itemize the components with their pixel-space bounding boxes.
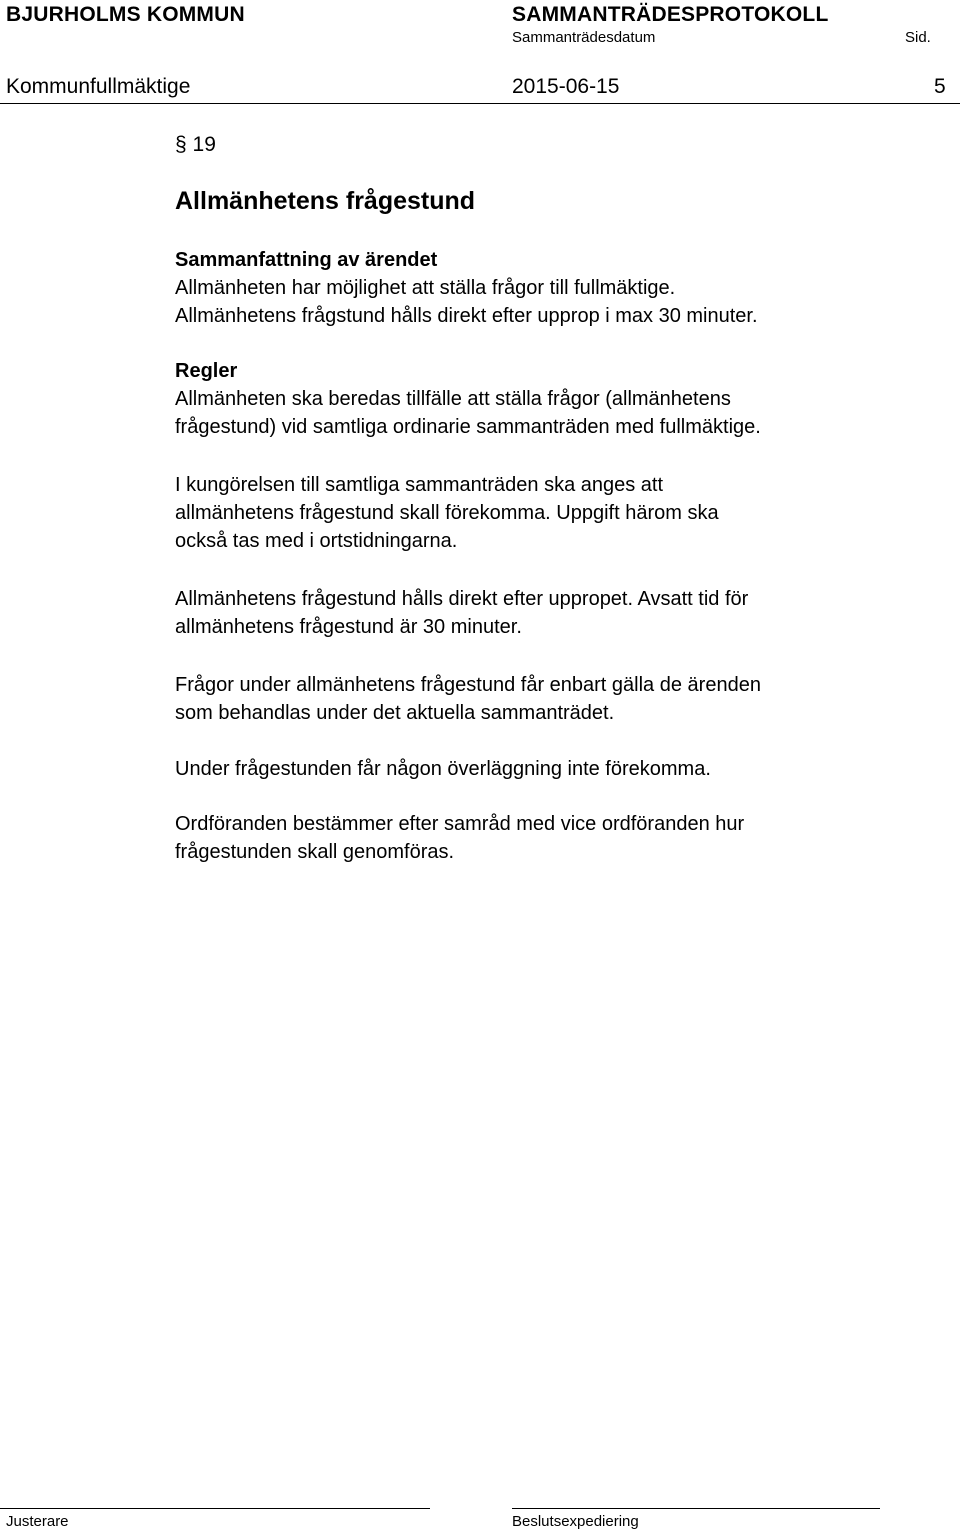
paragraph-line: Under frågestunden får någon överläggning inte förekomma. — [175, 758, 711, 780]
header-divider — [0, 103, 960, 104]
rules-line: frågestund) vid samtliga ordinarie sammanträden med fullmäktige. — [175, 416, 761, 438]
body-paragraph — [175, 755, 935, 783]
paragraph-line: frågestunden skall genomföras. — [175, 841, 455, 863]
governing-body: Kommunfullmäktige — [6, 75, 191, 98]
paragraph-line: som behandlas under det aktuella sammanträdet. — [175, 702, 615, 724]
paragraph-line: allmänhetens frågestund är 30 minuter. — [175, 616, 522, 638]
paragraph-line: Ordföranden bestämmer efter samråd med vice ordföranden hur — [175, 813, 745, 835]
summary-heading: Sammanfattning av ärendet — [175, 249, 438, 271]
organization-name: BJURHOLMS KOMMUN — [6, 3, 245, 26]
footer-justerare-label: Justerare — [6, 1513, 69, 1530]
body-paragraph — [175, 671, 935, 727]
item-title: Allmänhetens frågestund — [175, 187, 476, 215]
paragraph-line: Allmänhetens frågestund hålls direkt efter uppropet. Avsatt tid för — [175, 588, 749, 610]
rules-section — [175, 357, 935, 441]
paragraph-line: också tas med i ortstidningarna. — [175, 530, 458, 552]
page-number: 5 — [934, 75, 946, 98]
meeting-date-label: Sammanträdesdatum — [512, 29, 656, 46]
paragraph-line: Frågor under allmänhetens frågestund får enbart gälla de ärenden — [175, 674, 761, 696]
rules-heading: Regler — [175, 360, 238, 382]
body-paragraph — [175, 585, 935, 641]
meeting-date: 2015-06-15 — [512, 75, 620, 98]
footer-divider-left — [0, 1508, 430, 1509]
paragraph-line: I kungörelsen till samtliga sammanträden ska anges att — [175, 474, 664, 496]
footer-beslutsexpediering-label: Beslutsexpediering — [512, 1513, 639, 1530]
document-type: SAMMANTRÄDESPROTOKOLL — [512, 3, 829, 26]
footer-divider-right — [512, 1508, 880, 1509]
summary-line: Allmänhetens frågstund hålls direkt efter upprop i max 30 minuter. — [175, 305, 758, 327]
body-paragraph — [175, 471, 935, 555]
paragraph-line: allmänhetens frågestund skall förekomma. Uppgift härom ska — [175, 502, 719, 524]
paragraph-number: § 19 — [175, 133, 216, 156]
rules-line: Allmänheten ska beredas tillfälle att ställa frågor (allmänhetens — [175, 388, 731, 410]
body-paragraph — [175, 810, 935, 866]
summary-line: Allmänheten har möjlighet att ställa frågor till fullmäktige. — [175, 277, 676, 299]
summary-section — [175, 246, 935, 330]
page-label: Sid. — [905, 29, 931, 46]
